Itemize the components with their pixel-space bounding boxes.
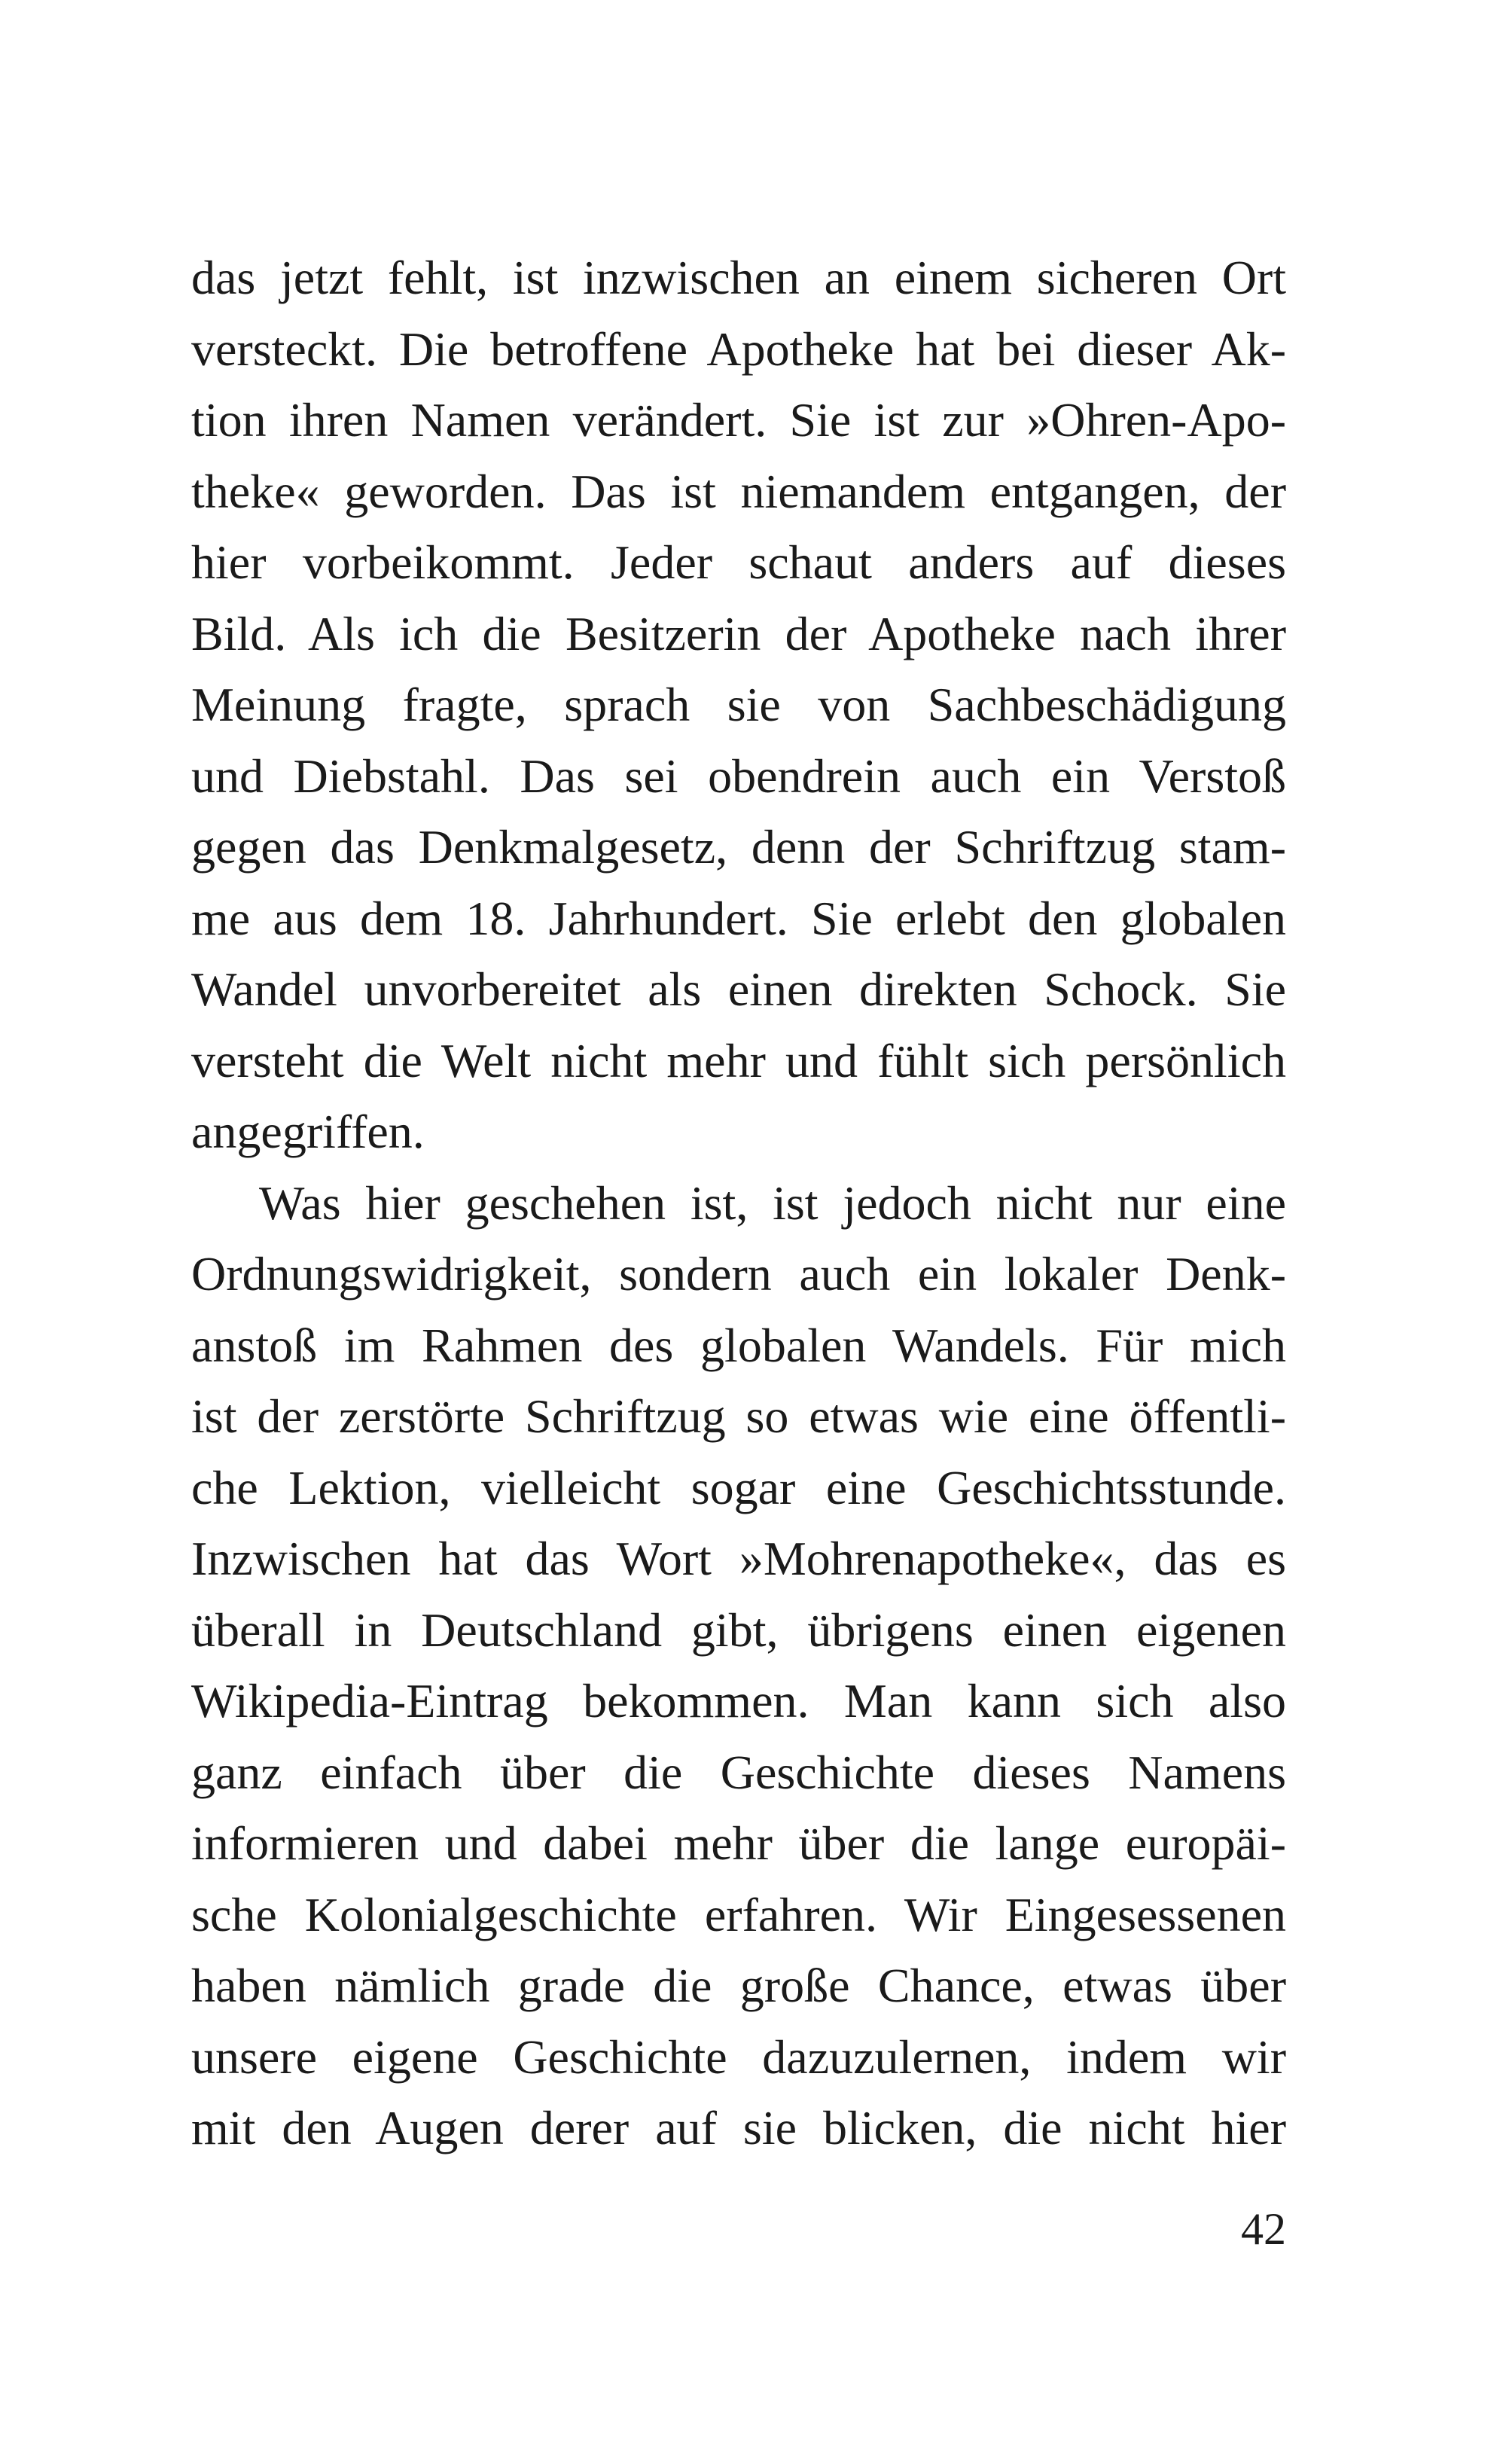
text-line: hier vorbeikommt. Jeder schaut anders auf dieses [191,535,1286,589]
page-number: 42 [1241,2204,1286,2254]
text-line: Meinung fragte, sprach sie von Sachbeschädigung [191,678,1286,731]
text-line: unsere eigene Geschichte dazuzulernen, indem wir [191,2029,1286,2084]
text-line: das jetzt fehlt, ist inzwischen an einem sicheren Ort [191,251,1286,304]
text-line: Bild. Als ich die Besitzerin der Apotheke nach ihrer [191,606,1286,660]
paragraph-start-line: Was hier geschehen ist, ist jedoch nicht nur eine [259,1176,1286,1230]
text-line: tion ihren Namen verändert. Sie ist zur »Ohren-Apo- [191,393,1286,447]
text-line: ist der zerstörte Schriftzug so etwas wie eine öffentli- [191,1389,1286,1443]
text-line: informieren und dabei mehr über die lange europäi- [191,1816,1286,1870]
text-line: me aus dem 18. Jahrhundert. Sie erlebt den globalen [191,891,1286,945]
text-line: che Lektion, vielleicht sogar eine Geschichtsstunde. [191,1460,1286,1514]
text-line: Ordnungswidrigkeit, sondern auch ein lokaler Denk- [191,1247,1286,1301]
body-text [191,242,1286,2164]
text-line: überall in Deutschland gibt, übrigens einen eigenen [191,1603,1286,1657]
text-line: theke« geworden. Das ist niemandem entgangen, der [191,464,1286,518]
text-line: angegriffen. [191,1105,425,1158]
text-line: und Diebstahl. Das sei obendrein auch ein Verstoß [191,749,1286,803]
text-line: anstoß im Rahmen des globalen Wandels. Für mich [191,1318,1286,1372]
text-line: haben nämlich grade die große Chance, etwas über [191,1959,1286,2012]
text-line: sche Kolonialgeschichte erfahren. Wir Eingesessenen [191,1887,1286,1941]
text-line: Inzwischen hat das Wort »Mohrenapotheke«, das es [191,1532,1286,1585]
text-line: mit den Augen derer auf sie blicken, die nicht hier [191,2101,1286,2154]
text-line: versteht die Welt nicht mehr und fühlt sich persönlich [191,1033,1286,1087]
text-line: Wandel unvorbereitet als einen direkten Schock. Sie [191,962,1286,1016]
text-line: gegen das Denkmalgesetz, denn der Schriftzug stam- [191,820,1286,874]
text-line: versteckt. Die betroffene Apotheke hat bei dieser Ak- [191,322,1286,376]
text-line: ganz einfach über die Geschichte dieses Namens [191,1745,1286,1799]
text-line: Wikipedia-Eintrag bekommen. Man kann sich also [191,1674,1286,1728]
